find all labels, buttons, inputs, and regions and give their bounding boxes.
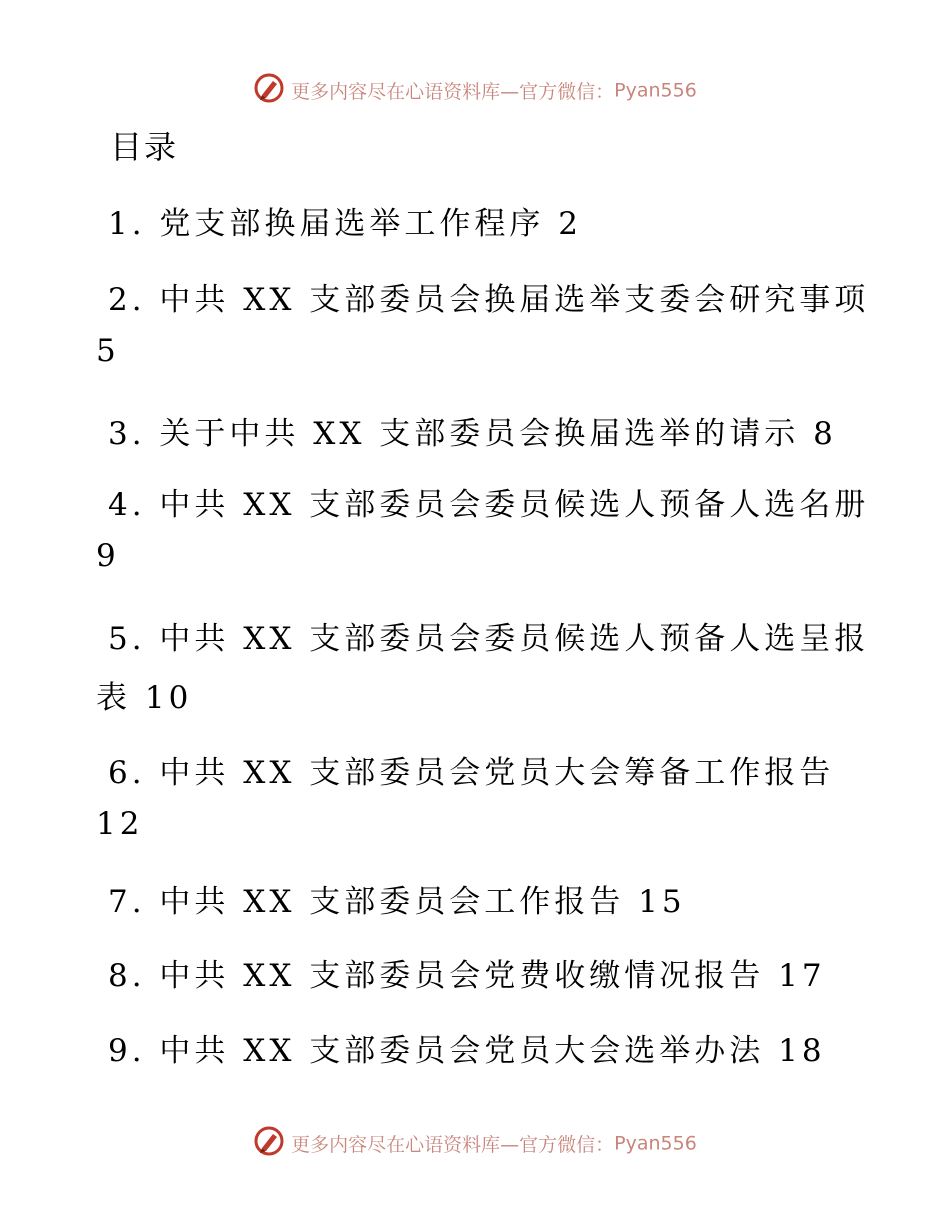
watermark-text: 更多内容尽在心语资料库—官方微信： <box>291 1134 615 1156</box>
pen-logo-icon <box>253 72 285 109</box>
toc-entry: 9. 中共 XX 支部委员会党员大会选举办法 18 <box>108 1033 826 1069</box>
toc-entry-continuation: 12 <box>96 806 144 842</box>
toc-entry: 7. 中共 XX 支部委员会工作报告 15 <box>108 884 686 920</box>
toc-entry: 3. 关于中共 XX 支部委员会换届选举的请示 8 <box>108 416 837 452</box>
toc-entry: 1. 党支部换届选举工作程序 2 <box>108 206 583 242</box>
watermark-text: 更多内容尽在心语资料库—官方微信： <box>291 81 615 103</box>
pen-logo-icon <box>253 1125 285 1162</box>
toc-entry: 4. 中共 XX 支部委员会委员候选人预备人选名册 <box>108 487 870 523</box>
toc-entry-continuation: 9 <box>96 538 120 574</box>
toc-entry: 6. 中共 XX 支部委员会党员大会筹备工作报告 <box>108 755 835 791</box>
toc-entry-continuation: 5 <box>96 333 120 369</box>
watermark-wechat: Pyan556 <box>614 79 697 102</box>
toc-entry-continuation: 表 10 <box>96 680 193 716</box>
toc-entry: 5. 中共 XX 支部委员会委员候选人预备人选呈报 <box>108 621 870 657</box>
watermark-banner-bottom <box>0 1125 950 1162</box>
watermark-wechat: Pyan556 <box>614 1132 697 1155</box>
toc-entry: 8. 中共 XX 支部委员会党费收缴情况报告 17 <box>108 958 826 994</box>
watermark-banner-top <box>0 72 950 109</box>
toc-title: 目录 <box>110 128 179 166</box>
toc-entry: 2. 中共 XX 支部委员会换届选举支委会研究事项 <box>108 282 870 318</box>
